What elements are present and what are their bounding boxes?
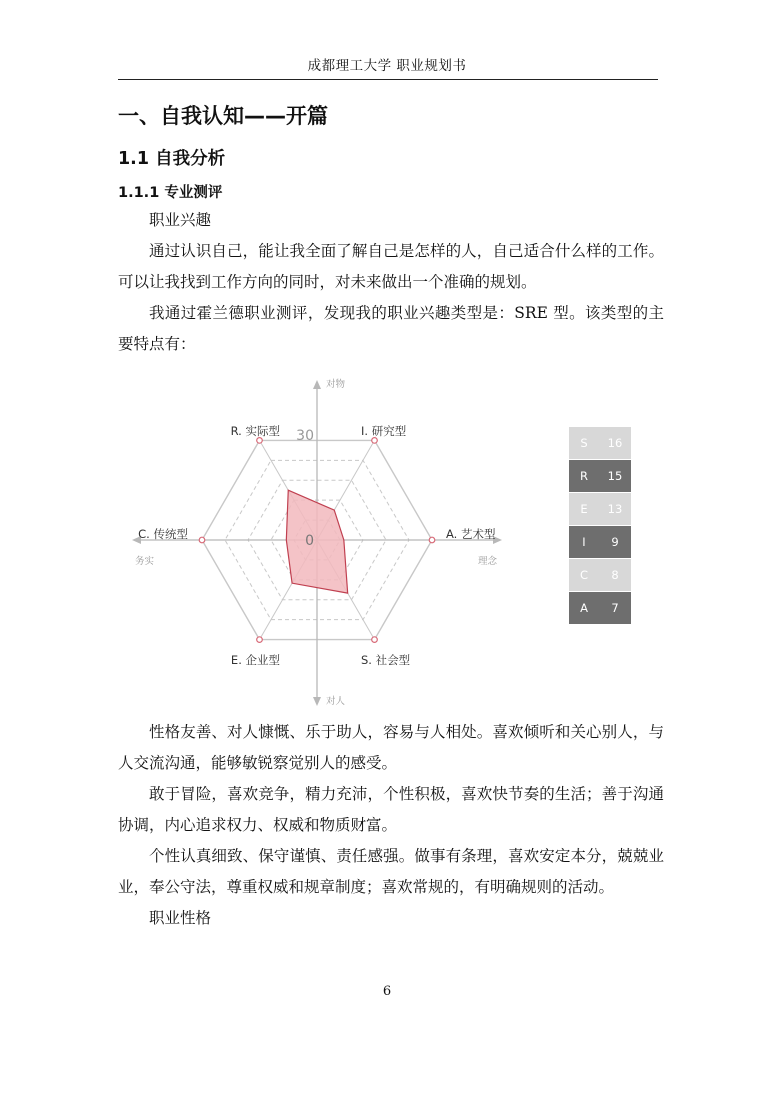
heading-3: 1.1.1 专业测评 [118, 185, 223, 201]
score-row [569, 493, 631, 525]
score-code: E [580, 502, 588, 516]
paragraph-personality-label: 职业性格 [149, 909, 212, 927]
scale-min-label: 0 [305, 533, 314, 549]
paragraph-conventional-traits: 个性认真细致、保守谨慎、责任感强。做事有条理，喜欢安定本分，兢兢业业，奉公守法，尊重权威和规章制度；喜欢常规的，有明确规则的活动。 [118, 847, 664, 896]
paragraph-interest-label: 职业兴趣 [149, 211, 212, 229]
paragraph-social-traits: 性格友善、对人慷慨、乐于助人，容易与人相处。喜欢倾听和关心别人，与人交流沟通，能够敏锐察觉别人的感受。 [118, 723, 664, 772]
vertex-marker [257, 637, 263, 643]
direction-label-right: 理念 [478, 556, 498, 567]
score-value: 9 [611, 535, 619, 549]
data-polygon [286, 490, 347, 593]
axis-arrow-bottom [313, 697, 321, 706]
score-value: 7 [611, 601, 619, 615]
axis-label: E. 企业型 [230, 653, 280, 667]
header-rule [118, 79, 658, 80]
score-code: S [580, 436, 588, 450]
score-value: 16 [607, 436, 623, 450]
score-row [569, 427, 631, 459]
axis-label: C. 传统型 [138, 527, 188, 541]
score-row [569, 592, 631, 624]
score-code: I [582, 535, 586, 549]
score-row [569, 460, 631, 492]
score-value: 13 [607, 502, 623, 516]
page-number: 6 [382, 984, 392, 999]
score-row [569, 526, 631, 558]
vertex-marker [257, 438, 263, 444]
heading-2: 1.1 自我分析 [118, 149, 226, 169]
paragraph-self-knowledge: 通过认识自己，能让我全面了解自己是怎样的人，自己适合什么样的工作。可以让我找到工作方向的同时，对未来做出一个准确的规划。 [118, 242, 664, 291]
paragraph-enterprising-traits: 敢于冒险，喜欢竞争，精力充沛，个性积极，喜欢快节奏的生活；善于沟通协调，内心追求权力、权威和物质财富。 [118, 785, 664, 834]
paragraph-holland-result: 我通过霍兰德职业测评，发现我的职业兴趣类型是：SRE 型。该类型的主要特点有： [118, 304, 664, 353]
direction-label-top: 对物 [326, 379, 346, 390]
score-row [569, 559, 631, 591]
score-code: R [580, 469, 588, 483]
score-value: 8 [611, 568, 619, 582]
vertex-marker [199, 537, 205, 543]
vertex-marker [372, 637, 378, 643]
direction-label-left: 务实 [134, 556, 154, 567]
score-value: 15 [607, 469, 623, 483]
axis-label: A. 艺术型 [446, 527, 496, 541]
axis-label: I. 研究型 [361, 424, 407, 438]
axis-label: S. 社会型 [361, 653, 411, 667]
page-header: 成都理工大学 职业规划书 [307, 58, 467, 74]
score-table [569, 427, 631, 625]
score-code: A [580, 601, 588, 615]
vertex-marker [429, 537, 435, 543]
axis-label: R. 实际型 [230, 424, 280, 438]
direction-label-bottom: 对人 [326, 696, 346, 707]
vertex-marker [372, 438, 378, 444]
heading-1: 一、自我认知——开篇 [118, 104, 328, 128]
scale-max-label: 30 [296, 428, 314, 444]
axis-arrow-top [313, 380, 321, 389]
holland-radar-chart [118, 368, 518, 718]
score-code: C [579, 568, 589, 582]
